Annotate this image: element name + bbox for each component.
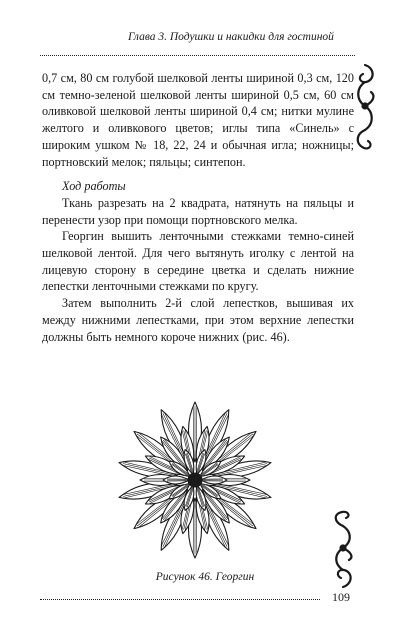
paragraph: Ткань разрезать на 2 квадрата, натянуть на пяльцы и перенести узор при помощи портновского мелка.: [42, 195, 354, 227]
header-divider: [40, 55, 355, 56]
section-heading: Ход работы: [62, 179, 126, 194]
footer-divider: [40, 599, 320, 600]
running-header: Глава 3. Подушки и накидки для гостиной: [128, 31, 334, 43]
dahlia-illustration: [115, 398, 275, 563]
figure-caption: Рисунок 46. Георгин: [155, 571, 255, 583]
paragraph: Георгин вышить ленточными стежками темно-синей шелковой лентой. Для чего вытянуть иголку с лентой на лицевую сторону в середине цветка и сделать нижние лепестки ленточными стежками по кругу.: [42, 229, 354, 294]
page-number: 109: [332, 590, 350, 604]
dahlia-center: [188, 473, 202, 487]
materials-paragraph: 0,7 см, 80 см голубой шелковой ленты шириной 0,3 см, 120 см темно-зеленой шелковой ленты шириной 0,5 см, 60 см оливковой шелковой ленты шириной 0,4 см; нитки мулине желтого и оливкового цветов; иглы типа «Синель» с широким ушком № 18, 22, 24 и обычная игла; ножницы; портновский мелок; пяльцы; синтепон.: [42, 71, 354, 169]
paragraph: Затем выполнить 2-й слой лепестков, вышивая их между нижними лепестками, при этом верхние лепестки должны быть немного короче нижних (рис. 46).: [42, 296, 354, 344]
body-text: [42, 70, 354, 345]
swirl-ornament-top-icon: [350, 62, 380, 152]
